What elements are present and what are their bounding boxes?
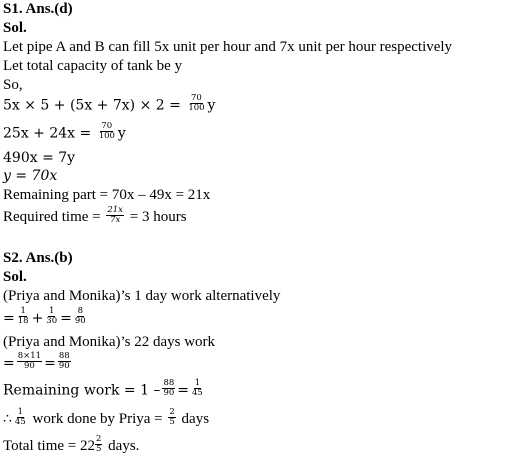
s1-eq2-fraction — [98, 122, 116, 141]
s1-equation-1 — [3, 93, 216, 116]
s2-line-one-day: (Priya and Monika)’s 1 day work alternatively — [3, 288, 281, 304]
s1-eq1-fraction — [187, 94, 205, 113]
s1-eq2-var: y — [117, 125, 126, 142]
s2-eq1-equals-2: = — [60, 310, 72, 327]
s2-eq1-f2-num: 1 — [49, 306, 55, 316]
s2-total-label: Total time = 22 — [3, 438, 95, 454]
s1-req-result: = 3 hours — [125, 209, 187, 225]
s2-equation-1 — [3, 306, 89, 329]
s2-done-mid: work done by Priya = — [28, 411, 167, 427]
s2-total-den: 5 — [95, 444, 102, 455]
s2-done-f2-den: 5 — [169, 417, 175, 428]
s2-eq2-equals: = — [3, 355, 15, 372]
s1-req-den: 7x — [110, 215, 121, 226]
s1-equation-2 — [3, 121, 126, 144]
s2-rem-equals: = — [177, 382, 189, 399]
s2-sol-label: Sol. — [3, 269, 27, 285]
s1-eq2-num: 70 — [101, 121, 113, 131]
s2-eq1-f3-den: 90 — [74, 316, 86, 326]
s2-eq1-f3-num: 8 — [77, 306, 83, 316]
s2-rem-f2-num: 1 — [194, 378, 201, 388]
s2-total-end: days. — [104, 438, 140, 454]
s2-eq2-f1-den: 90 — [24, 361, 35, 371]
s2-rem-f1-den: 90 — [163, 388, 175, 398]
s2-eq2-f2-den: 90 — [58, 361, 70, 371]
s1-line-capacity: Let total capacity of tank be y — [3, 58, 183, 74]
s2-rem-f1-num: 88 — [163, 378, 175, 388]
s2-eq2-frac-1 — [17, 352, 42, 371]
s2-eq1-frac-1 — [17, 307, 30, 326]
s2-equation-2 — [3, 351, 73, 374]
s1-req-fraction — [106, 206, 124, 225]
s2-eq1-plus: + — [31, 310, 44, 327]
s2-eq2-frac-2 — [58, 352, 71, 371]
s2-eq1-frac-3 — [74, 307, 87, 326]
s2-remaining-work — [3, 378, 206, 401]
s1-eq1-num: 70 — [191, 93, 202, 103]
s1-eq1-den: 100 — [188, 103, 205, 113]
s2-rem-f2-den: 45 — [192, 388, 203, 398]
s2-eq2-f2-num: 88 — [58, 351, 70, 361]
s1-req-label: Required time = — [3, 209, 105, 225]
s2-total-frac — [95, 435, 102, 454]
s1-eq2-left: 25x + 24x = — [3, 125, 96, 142]
s1-req-num: 21x — [107, 205, 123, 216]
s1-line-pipes: Let pipe A and B can fill 5x unit per hour and 7x unit per hour respectively — [3, 39, 453, 55]
s2-done-end: days — [177, 411, 210, 427]
s2-done-f1-den: 45 — [14, 417, 26, 428]
s1-sol-label: Sol. — [3, 20, 27, 36]
s1-eq2-den: 100 — [98, 131, 115, 141]
s2-work-done-by-priya — [3, 407, 210, 430]
s2-done-frac-1 — [14, 408, 27, 427]
s2-done-f2-num: 2 — [169, 407, 175, 418]
s2-line-22-days: (Priya and Monika)’s 22 days work — [3, 334, 216, 350]
s1-remaining-part: Remaining part = 70x – 49x = 21x — [3, 187, 211, 203]
s2-eq1-frac-2 — [45, 307, 58, 326]
s2-eq1-equals: = — [3, 310, 15, 327]
s1-eq1-var: y — [207, 97, 216, 114]
s1-heading: S1. Ans.(d) — [3, 1, 73, 17]
s2-rem-frac-2 — [191, 379, 204, 398]
s2-done-frac-2 — [168, 408, 175, 427]
s2-eq1-f1-den: 18 — [17, 316, 29, 326]
s1-eq1-left: 5x × 5 + (5x + 7x) × 2 = — [3, 97, 186, 114]
s2-heading: S2. Ans.(b) — [3, 250, 73, 266]
s2-rem-frac-1 — [162, 379, 175, 398]
s1-equation-3: 490x = 7y — [3, 150, 76, 166]
s2-total-time — [3, 434, 140, 457]
s1-line-so: So, — [3, 77, 23, 93]
s2-eq2-f1-num: 8×11 — [17, 351, 42, 361]
s2-eq1-f1-num: 1 — [20, 306, 26, 316]
s1-required-time — [3, 205, 187, 228]
s1-equation-4: y = 70x — [3, 168, 58, 184]
s2-done-f1-num: 1 — [17, 407, 24, 418]
s2-eq2-equals-2: = — [44, 355, 56, 372]
s2-total-num: 2 — [95, 434, 102, 445]
s2-rem-label: Remaining work = 1 – — [3, 382, 161, 399]
s2-eq1-f2-den: 30 — [46, 316, 58, 326]
therefore-symbol: ∴ — [3, 411, 12, 427]
